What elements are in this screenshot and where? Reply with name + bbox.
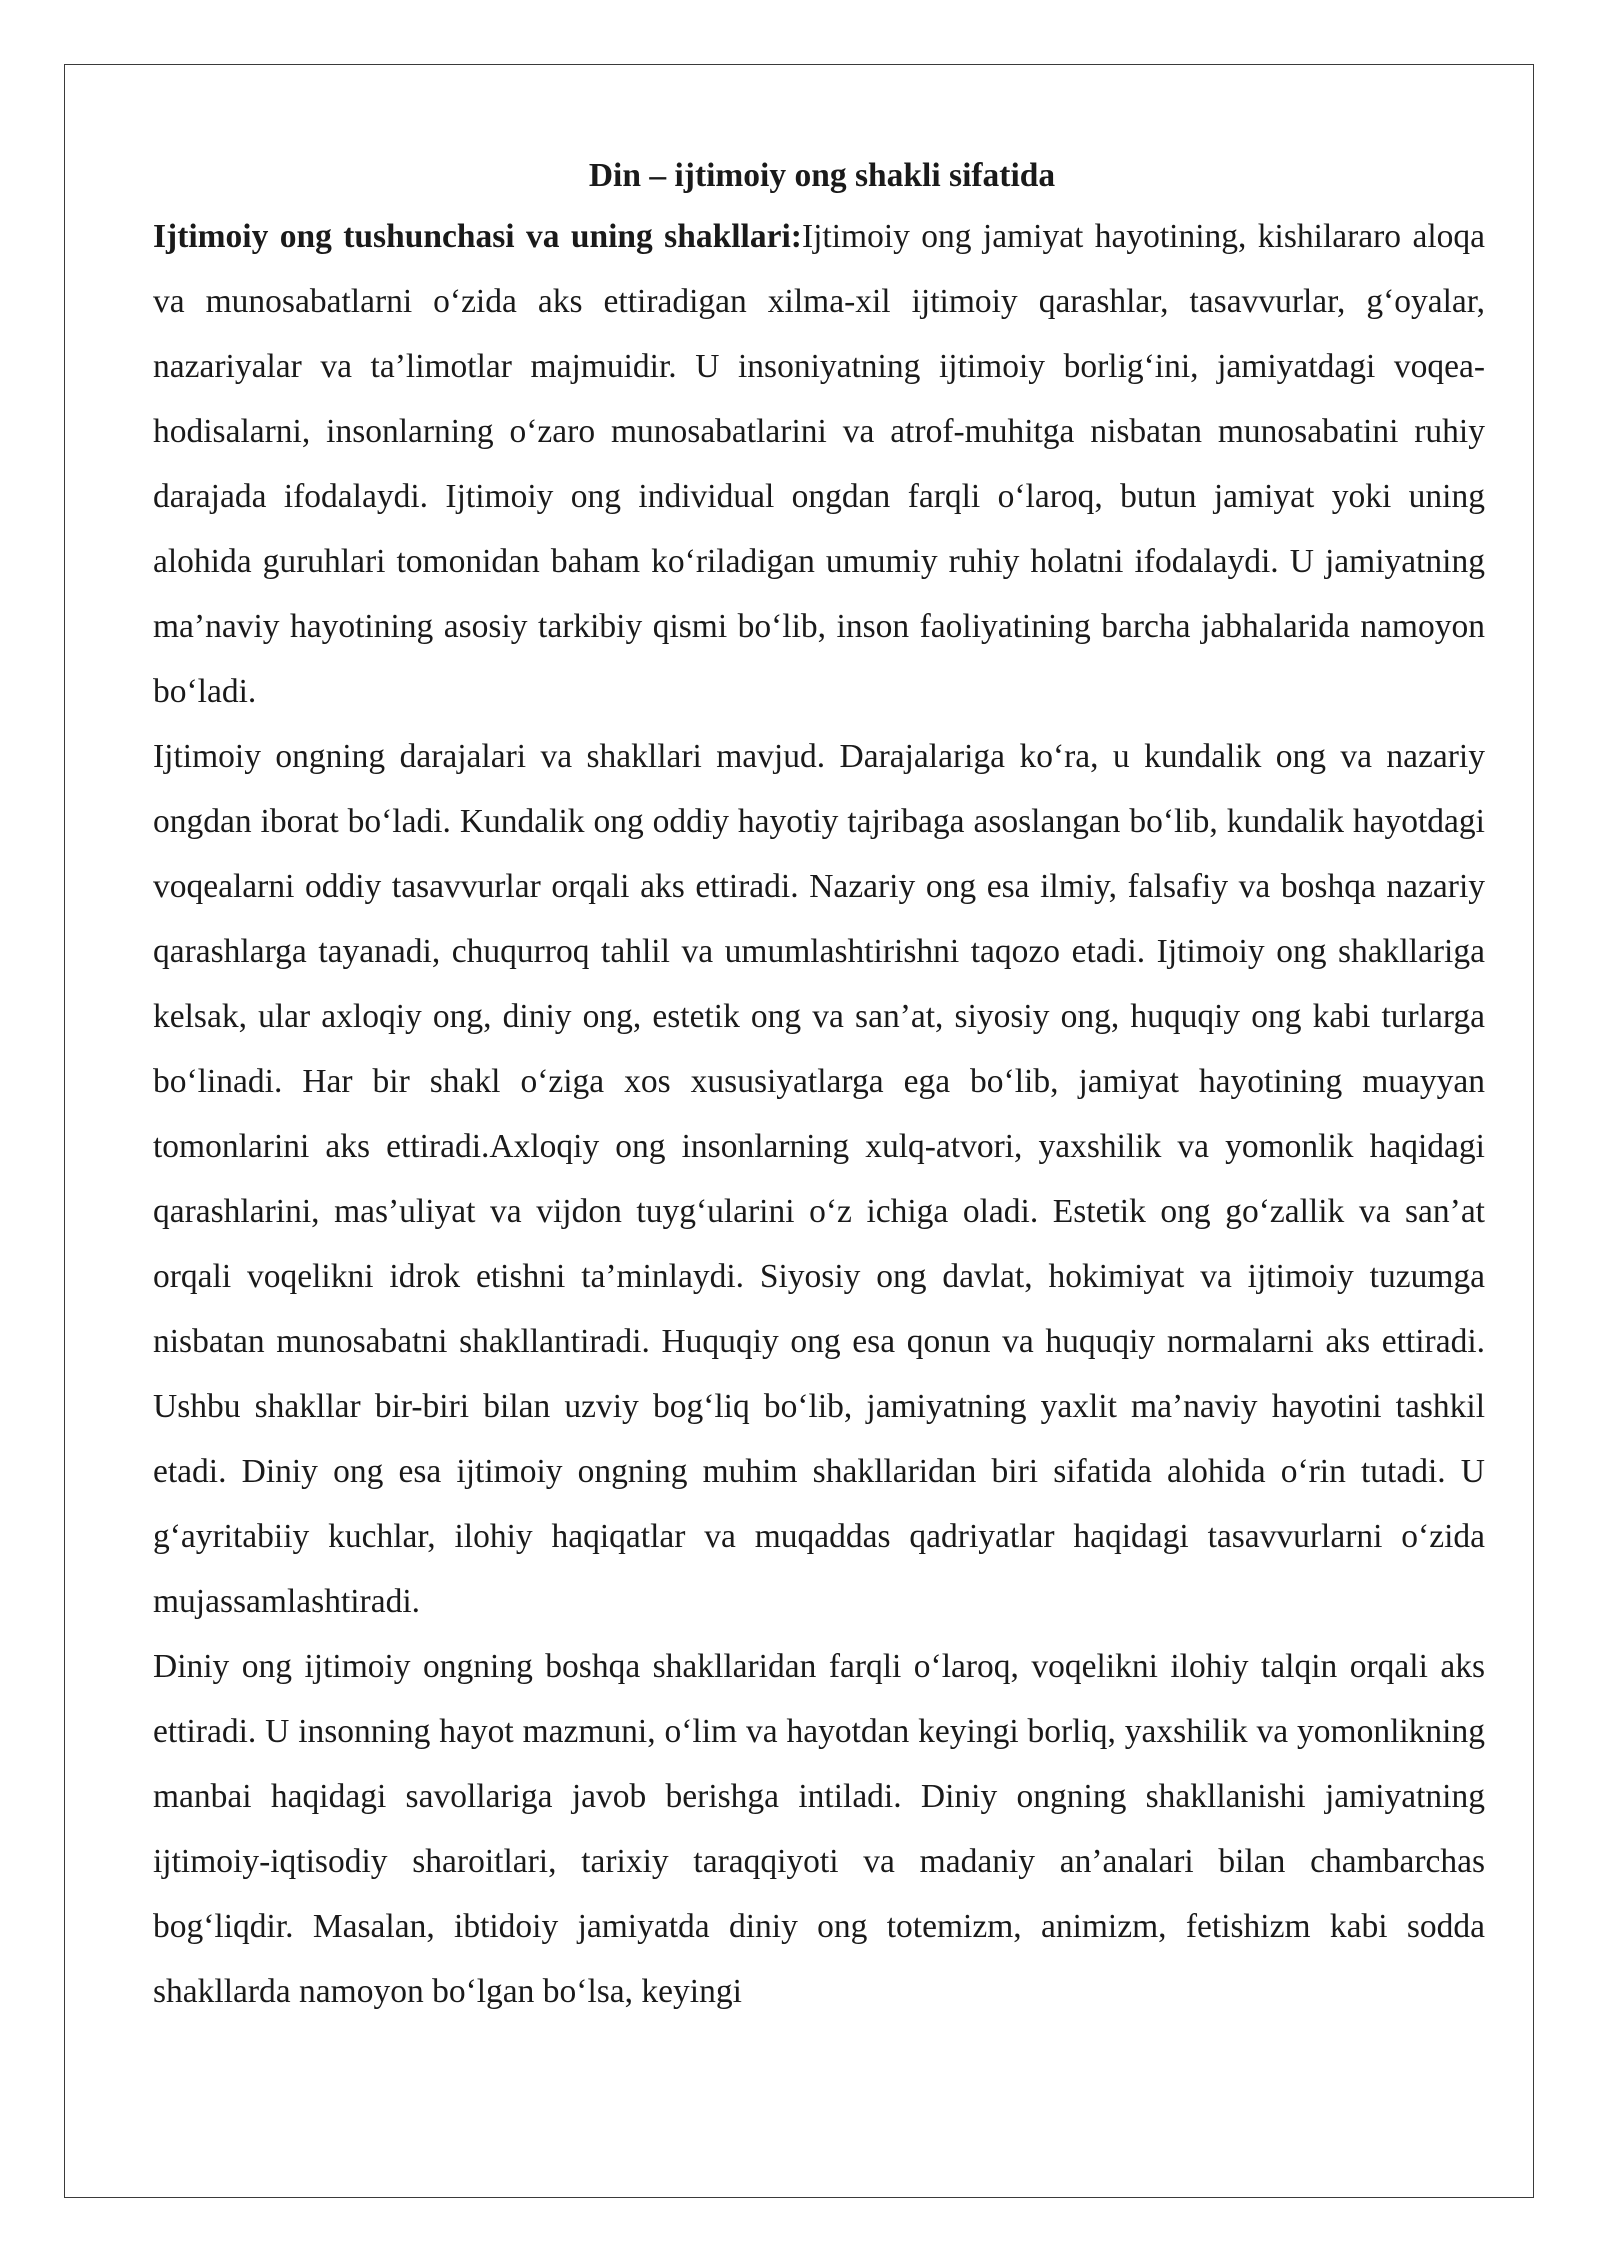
document-title: Din – ijtimoiy ong shakli sifatida — [588, 157, 1056, 194]
paragraph-1-text: Ijtimoiy ong jamiyat hayotining, kishilararo aloqa va munosabatlarni o‘zida aks ettiradigan xilma-xil ijtimoiy qarashlar, tasavvurlar, g‘oyalar, nazariyalar va ta’limotlar majmuidir. U insoniyatning ijtimoiy borlig‘ini, jamiyatdagi voqea-hodisalarni, insonlarning o‘zaro munosabatlarini va atrof-muhitga nisbatan munosabatini ruhiy darajada ifodalaydi. Ijtimoiy ong individual ongdan farqli o‘laroq, butun jamiyat yoki uning alohida guruhlari tomonidan baham ko‘riladigan umumiy ruhiy holatni ifodalaydi. U jamiyatning ma’naviy hayotining asosiy tarkibiy qismi bo‘lib, inson faoliyatining barcha jabhalarida namoyon bo‘ladi. — [153, 218, 1485, 710]
paragraph-2-text: Ijtimoiy ongning darajalari va shakllari mavjud. Darajalariga ko‘ra, u kundalik ong va nazariy ongdan iborat bo‘ladi. Kundalik ong oddiy hayotiy tajribaga asoslangan bo‘lib, kundalik hayotdagi voqealarni oddiy tasavvurlar orqali aks ettiradi. Nazariy ong esa ilmiy, falsafiy va boshqa nazariy qarashlarga tayanadi, chuqurroq tahlil va umumlashtirishni taqozo etadi. Ijtimoiy ong shakllariga kelsak, ular axloqiy ong, diniy ong, estetik ong va san’at, siyosiy ong, huquqiy ong kabi turlarga bo‘linadi. Har bir shakl o‘ziga xos xususiyatlarga ega bo‘lib, jamiyat hayotining muayyan tomonlarini aks ettiradi.Axloqiy ong insonlarning xulq-atvori, yaxshilik va yomonlik haqidagi qarashlarini, mas’uliyat va vijdon tuyg‘ularini o‘z ichiga oladi. Estetik ong go‘zallik va san’at orqali voqelikni idrok etishni ta’minlaydi. Siyosiy ong davlat, hokimiyat va ijtimoiy tuzumga nisbatan munosabatni shakllantiradi. Huquqiy ong esa qonun va huquqiy normalarni aks ettiradi. Ushbu shakllar bir-biri bilan uzviy bog‘liq bo‘lib, jamiyatning yaxlit ma’naviy hayotini tashkil etadi. Diniy ong esa ijtimoiy ongning muhim shakllaridan biri sifatida alohida o‘rin tutadi. U g‘ayritabiiy kuchlar, ilohiy haqiqatlar va muqaddas qadriyatlar haqidagi tasavvurlarni o‘zida mujassamlashtiradi. — [153, 738, 1485, 1620]
paragraph-2 — [153, 724, 1485, 1634]
paragraph-3-text: Diniy ong ijtimoiy ongning boshqa shakllaridan farqli o‘laroq, voqelikni ilohiy talqin orqali aks ettiradi. U insonning hayot mazmuni, o‘lim va hayotdan keyingi borliq, yaxshilik va yomonlikning manbai haqidagi savollariga javob berishga intiladi. Diniy ongning shakllanishi jamiyatning ijtimoiy-iqtisodiy sharoitlari, tarixiy taraqqiyoti va madaniy an’analari bilan chambarchas bog‘liqdir. Masalan, ibtidoiy jamiyatda diniy ong totemizm, animizm, fetishizm kabi sodda shakllarda namoyon bo‘lgan bo‘lsa, keyingi — [153, 1648, 1485, 2010]
document-body — [153, 148, 1485, 2024]
paragraph-3 — [153, 1634, 1485, 2024]
paragraph-1 — [153, 204, 1485, 724]
section-heading: Ijtimoiy ong tushunchasi va uning shakllari: — [153, 218, 802, 255]
